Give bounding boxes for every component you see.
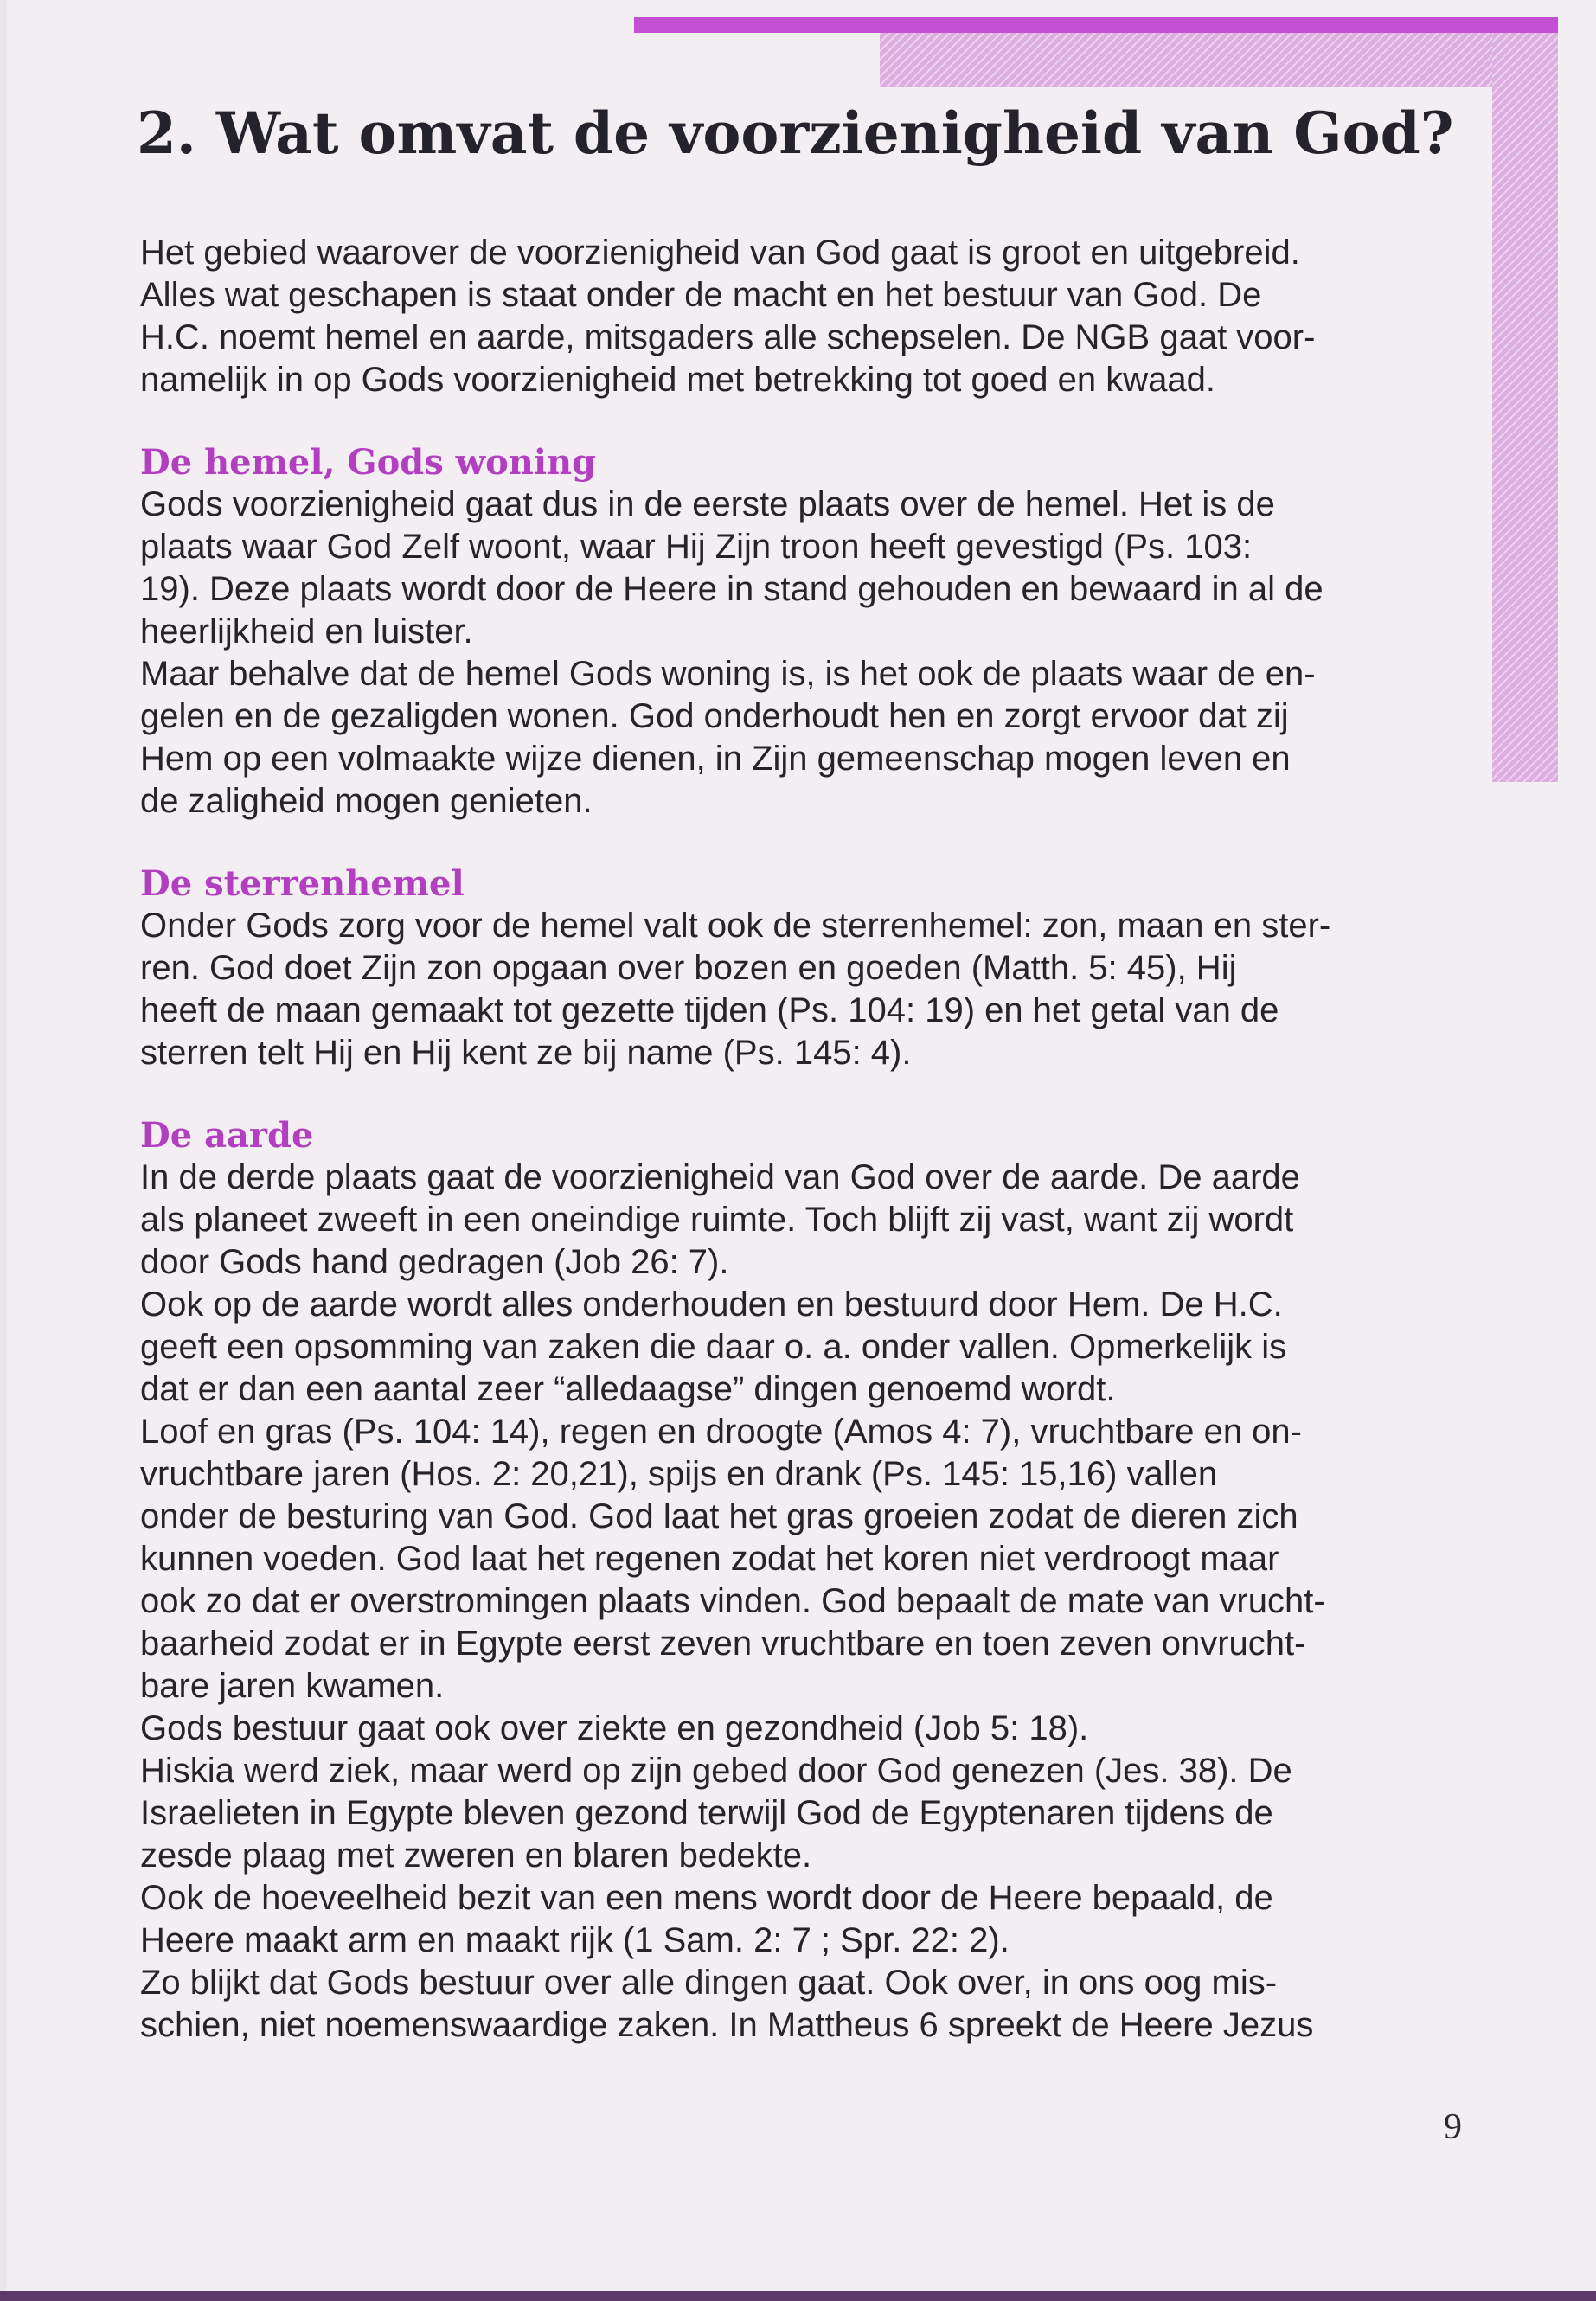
text-line: Alles wat geschapen is staat onder de macht en het bestuur van God. De	[140, 276, 1262, 314]
bottom-edge-band	[0, 2291, 1596, 2301]
text-line: ren. God doet Zijn zon opgaan over bozen en goeden (Matth. 5: 45), Hij	[140, 949, 1237, 987]
text-line: bare jaren kwamen.	[140, 1667, 445, 1705]
page-title: 2. Wat omvat de voorzienigheid van God?	[137, 99, 1454, 167]
text-line: Loof en gras (Ps. 104: 14), regen en droogte (Amos 4: 7), vruchtbare en on-	[140, 1413, 1302, 1451]
text-line: vruchtbare jaren (Hos. 2: 20,21), spijs en drank (Ps. 145: 15,16) vallen	[140, 1455, 1218, 1493]
text-line: Hiskia werd ziek, maar werd op zijn gebed door God genezen (Jes. 38). De	[140, 1752, 1292, 1790]
text-line: Onder Gods zorg voor de hemel valt ook de sterrenhemel: zon, maan en ster-	[140, 907, 1331, 945]
section-hemel	[140, 442, 1472, 823]
text-line: Gods voorzienigheid gaat dus in de eerste plaats over de hemel. Het is de	[140, 485, 1275, 523]
text-line: door Gods hand gedragen (Job 26: 7).	[140, 1243, 729, 1281]
text-line: de zaligheid mogen genieten.	[140, 782, 593, 820]
page-number: 9	[1444, 2107, 1462, 2147]
text-line: gelen en de gezaligden wonen. God onderhoudt hen en zorgt ervoor dat zij	[140, 697, 1289, 735]
text-line: onder de besturing van God. God laat het gras groeien zodat de dieren zich	[140, 1497, 1298, 1535]
section-aarde	[140, 1115, 1472, 2047]
section-heading: De aarde	[140, 1115, 314, 1156]
body-text	[140, 232, 1472, 2047]
text-line: zesde plaag met zweren en blaren bedekte.	[140, 1836, 812, 1875]
intro-paragraph	[140, 232, 1472, 401]
text-line: 19). Deze plaats wordt door de Heere in stand gehouden en bewaard in al de	[140, 570, 1324, 608]
text-line: dat er dan een aantal zeer “alledaagse” dingen genoemd wordt.	[140, 1370, 1116, 1408]
text-line: schien, niet noemenswaardige zaken. In Mattheus 6 spreekt de Heere Jezus	[140, 2006, 1314, 2044]
section-heading: De sterrenhemel	[140, 863, 465, 904]
text-line: Hem op een volmaakte wijze dienen, in Zijn gemeenschap mogen leven en	[140, 740, 1291, 778]
section-sterrenhemel	[140, 863, 1472, 1074]
text-line: plaats waar God Zelf woont, waar Hij Zijn troon heeft gevestigd (Ps. 103:	[140, 528, 1253, 566]
text-line: Ook op de aarde wordt alles onderhouden en bestuurd door Hem. De H.C.	[140, 1285, 1283, 1324]
text-line: Zo blijkt dat Gods bestuur over alle dingen gaat. Ook over, in ons oog mis-	[140, 1964, 1278, 2002]
text-line: H.C. noemt hemel en aarde, mitsgaders alle schepselen. De NGB gaat voor-	[140, 318, 1316, 356]
text-line: In de derde plaats gaat de voorzienigheid van God over de aarde. De aarde	[140, 1158, 1300, 1196]
text-line: namelijk in op Gods voorzienigheid met betrekking tot goed en kwaad.	[140, 361, 1215, 399]
text-line: geeft een opsomming van zaken die daar o. a. onder vallen. Opmerkelijk is	[140, 1328, 1287, 1366]
text-line: Maar behalve dat de hemel Gods woning is, is het ook de plaats waar de en-	[140, 655, 1316, 693]
decorative-hatch-side	[1492, 33, 1558, 782]
section-heading: De hemel, Gods woning	[140, 442, 597, 483]
text-line: als planeet zweeft in een oneindige ruimte. Toch blijft zij vast, want zij wordt	[140, 1201, 1294, 1239]
text-line: sterren telt Hij en Hij kent ze bij name (Ps. 145: 4).	[140, 1034, 912, 1072]
text-line: Het gebied waarover de voorzienigheid van God gaat is groot en uitgebreid.	[140, 234, 1300, 272]
text-line: Israelieten in Egypte bleven gezond terwijl God de Egyptenaren tijdens de	[140, 1794, 1273, 1832]
decorative-top-bar	[634, 17, 1558, 33]
text-line: Gods bestuur gaat ook over ziekte en gezondheid (Job 5: 18).	[140, 1709, 1089, 1747]
text-line: Heere maakt arm en maakt rijk (1 Sam. 2: 7 ; Spr. 22: 2).	[140, 1921, 1010, 1959]
text-line: ook zo dat er overstromingen plaats vinden. God bepaalt de mate van vrucht-	[140, 1582, 1325, 1620]
text-line: heeft de maan gemaakt tot gezette tijden (Ps. 104: 19) en het getal van de	[140, 991, 1279, 1029]
text-line: kunnen voeden. God laat het regenen zodat het koren niet verdroogt maar	[140, 1540, 1279, 1578]
text-line: Ook de hoeveelheid bezit van een mens wordt door de Heere bepaald, de	[140, 1879, 1273, 1917]
decorative-hatch-top	[880, 33, 1558, 87]
text-line: baarheid zodat er in Egypte eerst zeven vruchtbare en toen zeven onvrucht-	[140, 1625, 1306, 1663]
text-line: heerlijkheid en luister.	[140, 612, 473, 651]
